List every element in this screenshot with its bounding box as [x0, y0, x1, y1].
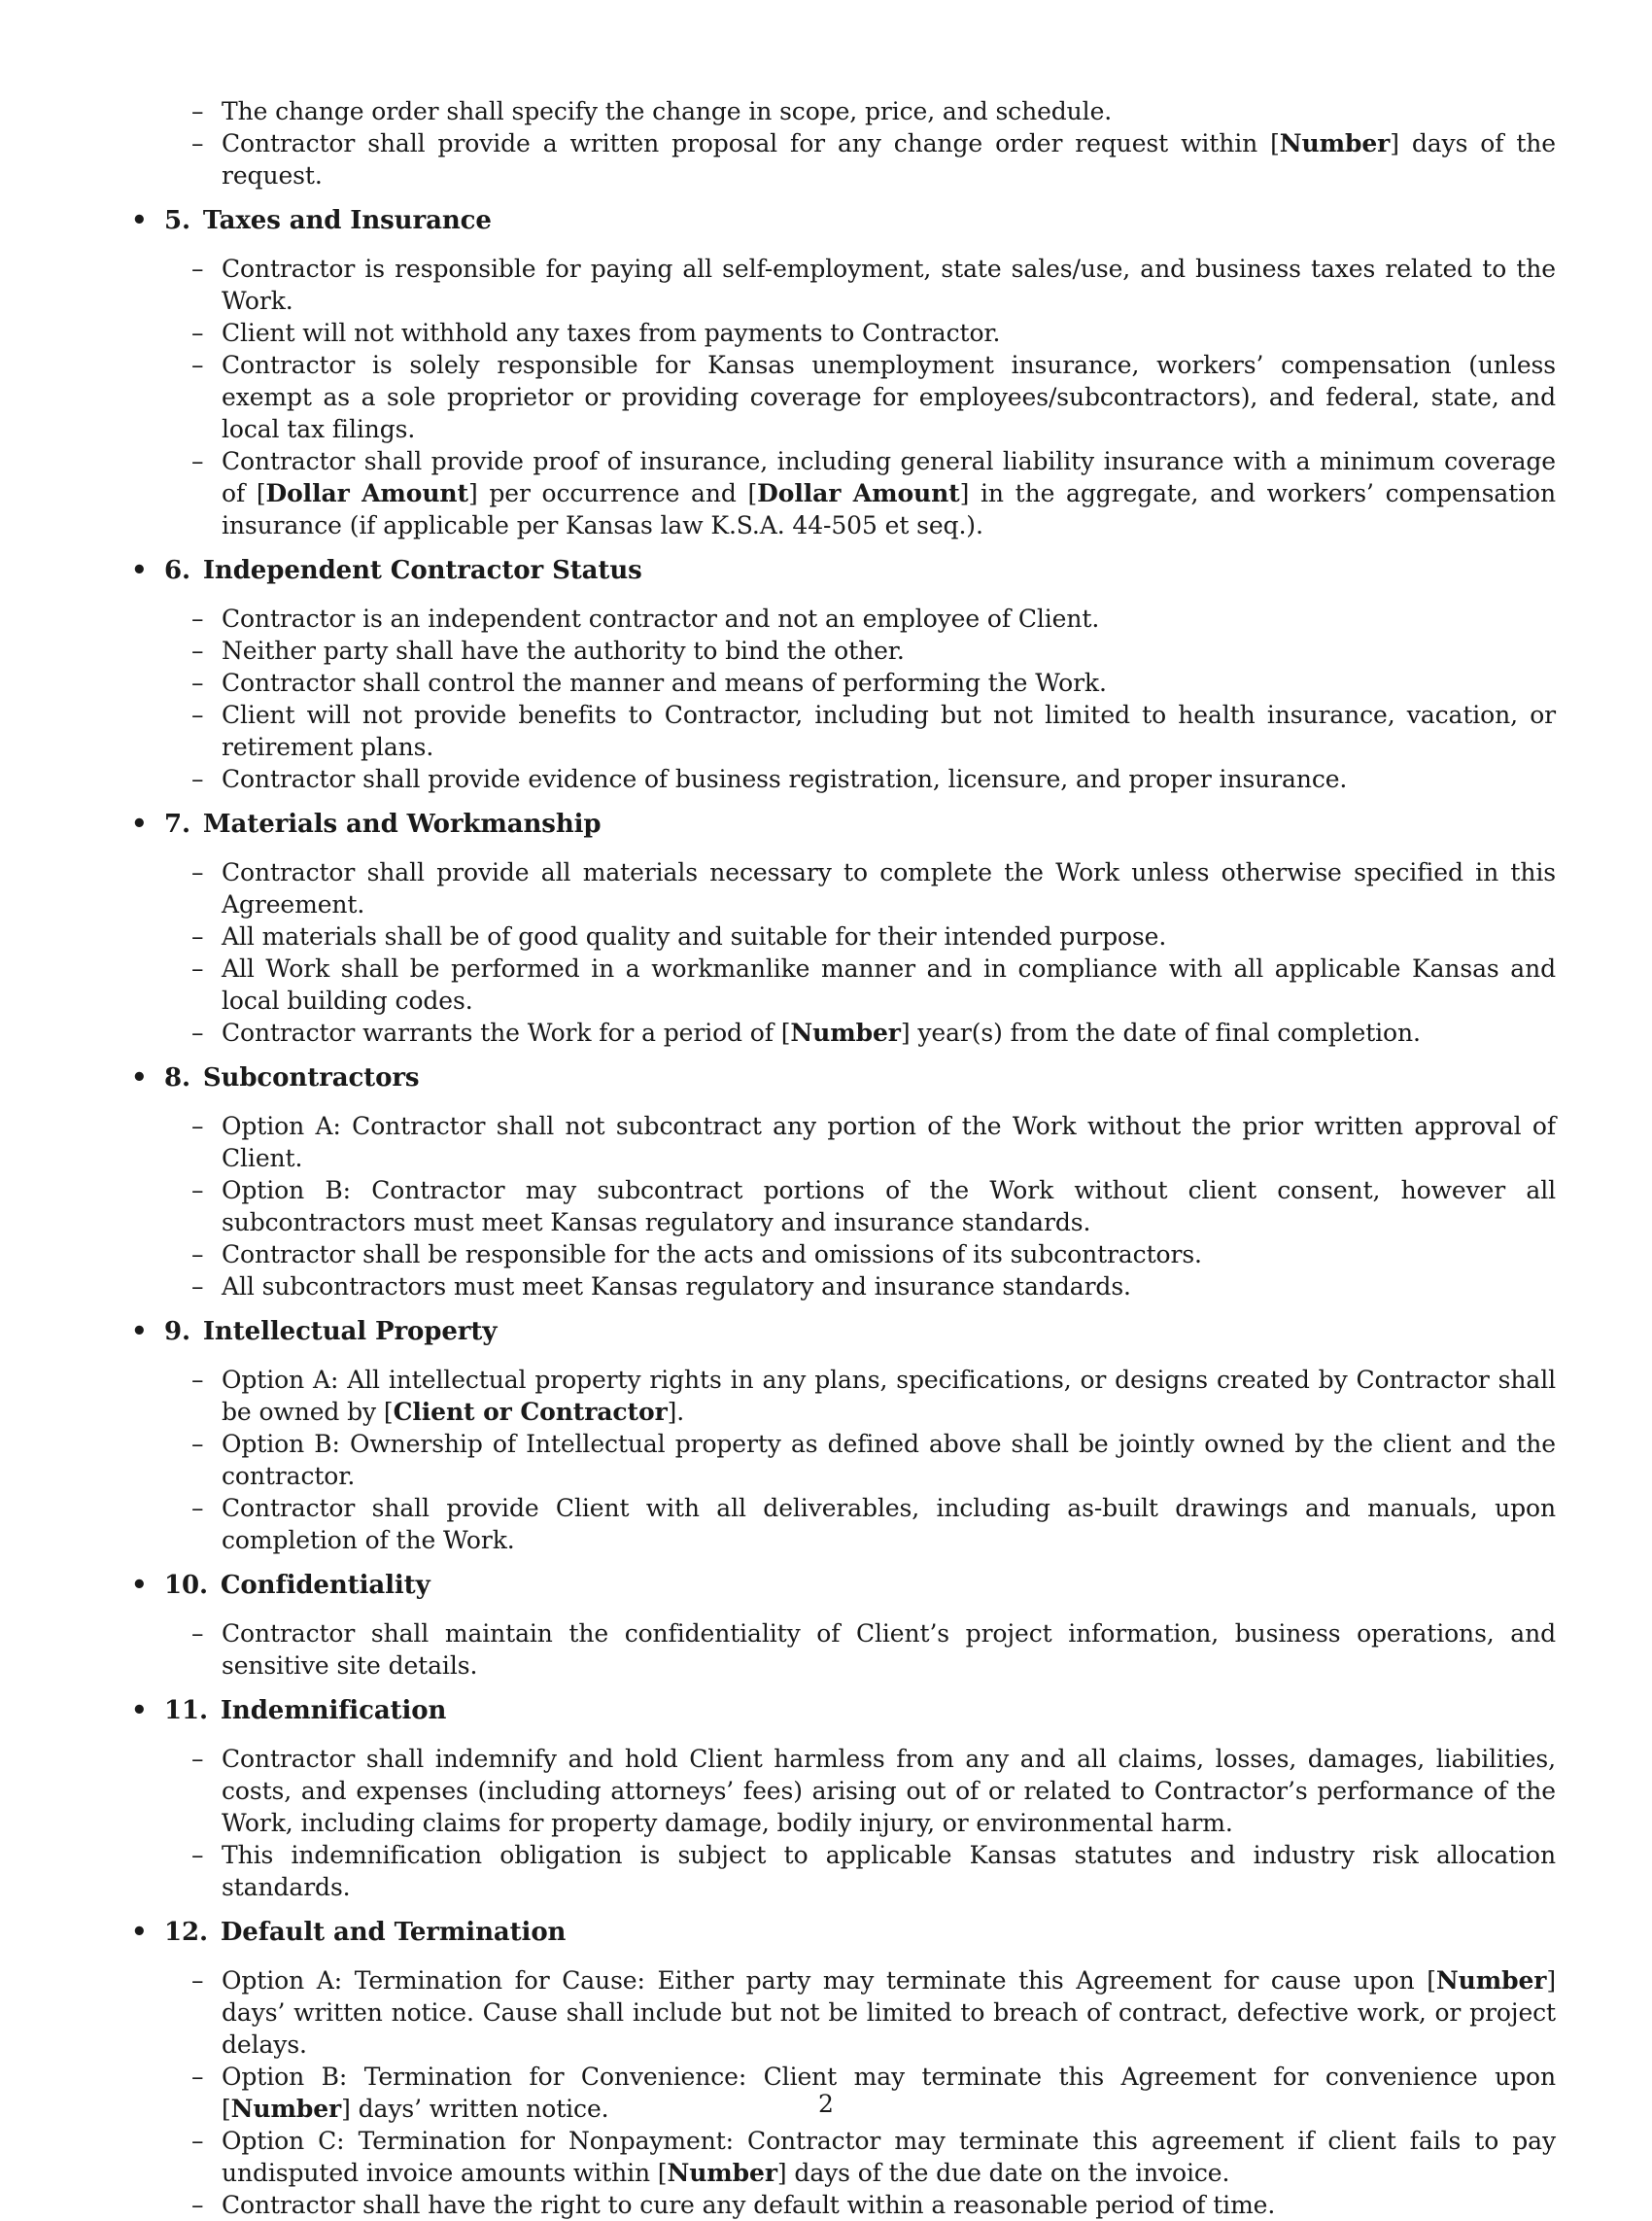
dash-bullet-icon: – — [191, 1112, 204, 1140]
list-item — [129, 953, 1556, 1017]
dash-bullet-icon: – — [191, 1494, 204, 1522]
dash-bullet-icon: – — [191, 954, 204, 983]
placeholder: Number — [667, 2159, 777, 2187]
placeholder: Number — [230, 2095, 342, 2123]
dash-bullet-icon: – — [191, 255, 204, 283]
list-item-text: Client will not withhold any taxes from payments to Contractor. — [222, 319, 1001, 347]
list-item — [129, 1270, 1556, 1302]
dash-bullet-icon: – — [191, 1240, 204, 1268]
list-item — [129, 1017, 1556, 1049]
dash-bullet-icon: – — [191, 1176, 204, 1204]
list-item — [129, 763, 1556, 795]
placeholder: Client or Contractor — [393, 1398, 668, 1426]
list-item-text: All Work shall be performed in a workmanlike manner and in compliance with all applicable Kansas and local building codes. — [222, 954, 1556, 1015]
list-item — [129, 1617, 1556, 1682]
section-items — [129, 1364, 1556, 1556]
section-items — [129, 1617, 1556, 1682]
section-number: 5. — [164, 206, 190, 235]
section-items — [129, 1743, 1556, 1903]
list-item-text: Contractor is responsible for paying all self-employment, state sales/use, and business taxes related to the Work. — [222, 255, 1556, 315]
dash-bullet-icon: – — [191, 637, 204, 665]
section — [129, 1917, 1556, 2221]
list-item-text: Option A: Contractor shall not subcontract any portion of the Work without the prior written approval of Client. — [222, 1112, 1556, 1172]
bullet-icon: • — [131, 1918, 148, 1947]
dash-bullet-icon: – — [191, 922, 204, 951]
list-item-text: Option C: Termination for Nonpayment: Contractor may terminate this agreement if client fails to pay undisputed invoice amounts within [Number] days of the due date on the invoice. — [222, 2127, 1556, 2187]
section — [129, 205, 1556, 541]
dash-bullet-icon: – — [191, 1430, 204, 1458]
list-item-text: Option B: Contractor may subcontract portions of the Work without client consent, however all subcontractors must meet Kansas regulatory and insurance standards. — [222, 1176, 1556, 1236]
list-item — [129, 1364, 1556, 1428]
list-item — [129, 1492, 1556, 1556]
section — [129, 1695, 1556, 1903]
bullet-icon: • — [131, 1696, 148, 1725]
list-item-text: Client will not provide benefits to Contractor, including but not limited to health insurance, vacation, or retirement plans. — [222, 701, 1556, 761]
dash-bullet-icon: – — [191, 1272, 204, 1301]
list-item-text: The change order shall specify the change in scope, price, and schedule. — [222, 97, 1113, 125]
dash-bullet-icon: – — [191, 1841, 204, 1869]
section-items — [129, 253, 1556, 541]
section-title: Taxes and Insurance — [202, 206, 492, 235]
section-title: Confidentiality — [220, 1571, 430, 1600]
list-item-text: Option A: All intellectual property rights in any plans, specifications, or designs created by Contractor shall be owned by [Client or Contractor]. — [222, 1366, 1556, 1426]
dash-bullet-icon: – — [191, 447, 204, 475]
section-number: 8. — [164, 1063, 190, 1093]
list-item-text: Contractor shall be responsible for the acts and omissions of its subcontractors. — [222, 1240, 1202, 1268]
section-heading — [129, 1062, 1556, 1094]
list-item-text: Contractor shall provide a written proposal for any change order request within [Number] days of the request. — [222, 129, 1557, 190]
list-item — [129, 699, 1556, 763]
list-item-text: Contractor shall provide Client with all deliverables, including as-built drawings and manuals, upon completion of the Work. — [222, 1494, 1556, 1554]
list-item — [129, 445, 1556, 541]
list-item — [129, 1428, 1556, 1492]
section-items — [129, 856, 1556, 1049]
list-item — [129, 603, 1556, 635]
continued-list — [129, 95, 1556, 191]
placeholder: Number — [790, 1019, 901, 1047]
bullet-icon: • — [131, 206, 148, 235]
section-number: 10. — [164, 1571, 208, 1600]
list-item-text: Contractor shall provide all materials necessary to complete the Work unless otherwise specified in this Agreement. — [222, 858, 1556, 919]
placeholder: Number — [1279, 129, 1391, 157]
list-item — [129, 95, 1556, 127]
list-item — [129, 1743, 1556, 1839]
section-title: Materials and Workmanship — [202, 810, 602, 839]
dash-bullet-icon: – — [191, 1745, 204, 1773]
section — [129, 809, 1556, 1049]
dash-bullet-icon: – — [191, 2063, 204, 2091]
dash-bullet-icon: – — [191, 605, 204, 633]
list-item — [129, 667, 1556, 699]
section-title: Indemnification — [220, 1696, 447, 1725]
section-number: 6. — [164, 556, 190, 585]
dash-bullet-icon: – — [191, 2127, 204, 2155]
list-item-text: Contractor warrants the Work for a period of [Number] year(s) from the date of final completion. — [222, 1019, 1421, 1047]
dash-bullet-icon: – — [191, 2191, 204, 2219]
section-heading — [129, 1917, 1556, 1949]
list-item — [129, 856, 1556, 920]
placeholder: Dollar Amount — [757, 479, 960, 507]
section-heading — [129, 555, 1556, 587]
list-item — [129, 127, 1556, 191]
list-item — [129, 1964, 1556, 2061]
list-item-text: All subcontractors must meet Kansas regulatory and insurance standards. — [222, 1272, 1131, 1301]
list-item-text: This indemnification obligation is subject to applicable Kansas statutes and industry risk allocation standards. — [222, 1841, 1556, 1901]
section-title: Subcontractors — [202, 1063, 420, 1093]
list-item-text: Neither party shall have the authority to bind the other. — [222, 637, 905, 665]
bullet-icon: • — [131, 1571, 148, 1600]
list-item-text: Contractor shall indemnify and hold Client harmless from any and all claims, losses, damages, liabilities, costs, and expenses (including attorneys’ fees) arising out of or related to Contractor’s performance of the Work, including claims for property damage, bodily injury, or environmental harm. — [222, 1745, 1556, 1837]
list-item-text: Contractor shall have the right to cure any default within a reasonable period of time. — [222, 2191, 1276, 2219]
list-item — [129, 2189, 1556, 2221]
section-title: Independent Contractor Status — [202, 556, 642, 585]
list-item — [129, 317, 1556, 349]
section — [129, 1316, 1556, 1556]
list-item — [129, 635, 1556, 667]
list-item — [129, 2125, 1556, 2189]
dash-bullet-icon: – — [191, 319, 204, 347]
section-items — [129, 603, 1556, 795]
list-item — [129, 1174, 1556, 1238]
bullet-icon: • — [131, 810, 148, 839]
list-item-text: Contractor shall control the manner and means of performing the Work. — [222, 669, 1107, 697]
list-item-text: Contractor shall provide evidence of business registration, licensure, and proper insurance. — [222, 765, 1348, 793]
section-heading — [129, 1695, 1556, 1727]
dash-bullet-icon: – — [191, 858, 204, 886]
section-heading — [129, 1316, 1556, 1348]
dash-bullet-icon: – — [191, 765, 204, 793]
section-heading — [129, 809, 1556, 841]
list-item — [129, 1238, 1556, 1270]
list-item-text: All materials shall be of good quality and suitable for their intended purpose. — [222, 922, 1167, 951]
list-item — [129, 920, 1556, 953]
bullet-icon: • — [131, 1317, 148, 1346]
list-item — [129, 1839, 1556, 1903]
dash-bullet-icon: – — [191, 1966, 204, 1995]
placeholder: Number — [1435, 1966, 1547, 1995]
section-list — [129, 205, 1556, 2221]
dash-bullet-icon: – — [191, 1019, 204, 1047]
list-item — [129, 1110, 1556, 1174]
section-number: 7. — [164, 810, 190, 839]
list-item-text: Option A: Termination for Cause: Either party may terminate this Agreement for cause upon [Number] days’ written notice. Cause shall include but not be limited to breach of contract, defective work, or project delays. — [222, 1966, 1556, 2059]
dash-bullet-icon: – — [191, 1366, 204, 1394]
section-number: 9. — [164, 1317, 190, 1346]
list-item — [129, 253, 1556, 317]
document-body — [129, 95, 1556, 2221]
section-heading — [129, 1570, 1556, 1602]
section-number: 12. — [164, 1918, 208, 1947]
section-title: Default and Termination — [220, 1918, 567, 1947]
dash-bullet-icon: – — [191, 701, 204, 729]
list-item-text: Contractor shall provide proof of insurance, including general liability insurance with a minimum coverage of [Dollar Amount] per occurrence and [Dollar Amount] in the aggregate, and workers’ compensation insurance (if applicable per Kansas law K.S.A. 44-505 et seq.). — [222, 447, 1556, 539]
list-item-text: Option B: Termination for Convenience: Client may terminate this Agreement for convenience upon [Number] days’ written notice. — [222, 2063, 1556, 2123]
section-title: Intellectual Property — [202, 1317, 498, 1346]
dash-bullet-icon: – — [191, 97, 204, 125]
section-heading — [129, 205, 1556, 237]
section — [129, 555, 1556, 795]
bullet-icon: • — [131, 556, 148, 585]
dash-bullet-icon: – — [191, 1619, 204, 1648]
section — [129, 1062, 1556, 1302]
section-items — [129, 1110, 1556, 1302]
list-item — [129, 349, 1556, 445]
list-item-text: Contractor is solely responsible for Kansas unemployment insurance, workers’ compensation (unless exempt as a sole proprietor or providing coverage for employees/subcontractors), and federal, state, and local tax filings. — [222, 351, 1556, 443]
dash-bullet-icon: – — [191, 129, 204, 157]
dash-bullet-icon: – — [191, 351, 204, 379]
list-item-text: Contractor is an independent contractor and not an employee of Client. — [222, 605, 1100, 633]
list-item-text: Option B: Ownership of Intellectual property as defined above shall be jointly owned by the client and the contractor. — [222, 1430, 1556, 1490]
section — [129, 1570, 1556, 1682]
bullet-icon: • — [131, 1063, 148, 1093]
placeholder: Dollar Amount — [265, 479, 468, 507]
list-item-text: Contractor shall maintain the confidentiality of Client’s project information, business operations, and sensitive site details. — [222, 1619, 1556, 1680]
section-number: 11. — [164, 1696, 208, 1725]
dash-bullet-icon: – — [191, 669, 204, 697]
page-number: 2 — [818, 2090, 834, 2118]
